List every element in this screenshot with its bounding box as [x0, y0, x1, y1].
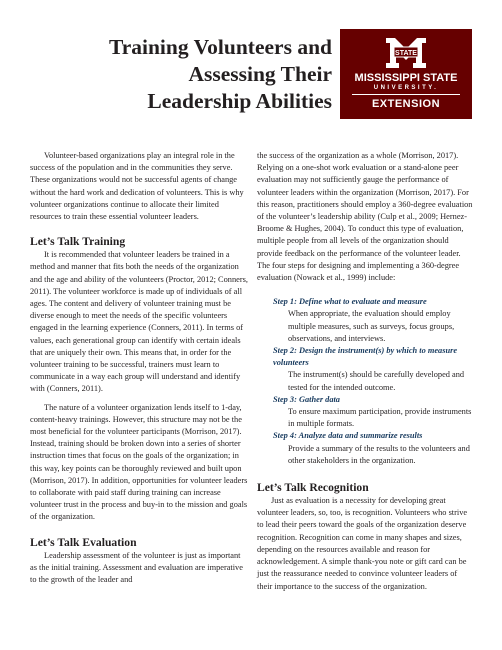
title-line-3: Leadership Abilities — [147, 89, 332, 113]
step-3-body: To ensure maximum participation, provide instruments in multiple formats. — [288, 407, 472, 429]
step-1-body: When appropriate, the evaluation should employ multiple measures, such as surveys, focus groups, observations, and interviews. — [288, 309, 455, 343]
emblem-text: STATE — [395, 50, 417, 57]
step-item — [257, 394, 473, 431]
logo-university-sub: UNIVERSITY. — [373, 85, 439, 91]
document-title — [32, 34, 332, 115]
step-4-body: Provide a summary of the results to the volunteers and other stakeholders in the organization. — [288, 443, 470, 465]
evaluation-heading: Let’s Talk Evaluation — [30, 535, 137, 549]
step-3-title: Step 3: Gather data — [273, 394, 340, 404]
training-heading: Let’s Talk Training — [30, 235, 126, 249]
left-column — [30, 150, 249, 586]
step-2-title: Step 2: Design the instrument(s) by which to measure volunteers — [273, 346, 458, 368]
title-line-1: Training Volunteers and — [108, 35, 332, 59]
step-item — [257, 345, 473, 394]
evaluation-paragraph: Leadership assessment of the volunteer is just as important as the initial training. Assessment and evaluation are imperative to the growth of the leader and — [30, 550, 243, 585]
msu-extension-logo — [340, 29, 472, 119]
recognition-paragraph: Just as evaluation is a necessity for developing great volunteer leaders, so, too, is recognition. Volunteers who strive to lead their peers toward the goals of the organization deserve recognition. Recognition can come in many shapes and sizes, depending on the resources available and reason for acknowledgement. A simple thank-you note or gift card can be just the reassurance needed to convince volunteer leaders of their importance to the success of the organization. — [257, 496, 468, 591]
intro-paragraph: Volunteer-based organizations play an integral role in the success of the population and in the communities they serve. These organizations would not be successful agents of change without the hard work and dedication of volunteers. This is why volunteer organizations continue to allocate their limited resources to train these essential volunteer leaders. — [30, 151, 244, 222]
msu-emblem-icon — [383, 35, 429, 71]
evaluation-continued-paragraph: the success of the organization as a whole (Morrison, 2017). Relying on a one-shot work evaluation or a stand-alone peer evaluation may not sufficiently gauge the performance of volunteer leaders within the organization (Morrison, 2017). For this reason, practitioners should employ a 360-degree evaluation of the volunteer’s leadership ability (Culp et al., 2009; Hernez-Broome & Hughes, 2004). To conduct this type of evaluation, multiple people from all levels of the organization should provide feedback on the performance of the volunteer leader. The four steps for designing and implementing a 360-degree evaluation (Nowack et al., 1999) include: — [257, 151, 473, 283]
logo-extension: EXTENSION — [371, 98, 441, 110]
right-column — [257, 150, 473, 593]
training-paragraph-1: It is recommended that volunteer leaders be trained in a method and manner that fits both the needs of the organization and the age and ability of the volunteers (Proctor, 2012; Conners, 2011). The volunteer workforce is made up of individuals of all ages. The content and delivery of volunteer training must be diverse enough to meet the needs of the specific volunteers engaged in the learning experience (Conners, 2011). In terms of values, each generational group can identify with certain ideals that are uniquely their own. This means that, in order for the volunteer training to be successful, trainers must learn to communicate in a way each group will understand and identify with (Conners, 2011). — [30, 250, 248, 394]
steps-list — [257, 296, 473, 467]
logo-university: MISSISSIPPI STATE — [354, 72, 458, 84]
step-2-body: The instrument(s) should be carefully developed and tested for the intended outcome. — [288, 370, 465, 392]
title-line-2: Assessing Their — [188, 62, 332, 86]
step-1-title: Step 1: Define what to evaluate and measure — [273, 297, 427, 307]
training-paragraph-2: The nature of a volunteer organization lends itself to 1-day, content-heavy trainings. However, this structure may not be the most beneficial for the volunteer participants (Morrison, 2017). Instead, training should be broken down into a series of shorter instruction times that focus on the goals of the organization; in this way, key points can be thoroughly reviewed and built upon (Morrison, 2017). In addition, opportunities for volunteer leaders to collaborate with paid staff during training can increase volunteer trust in the process and buy-in to the mission and goals of the organization. — [30, 402, 248, 522]
step-item — [257, 430, 473, 467]
recognition-heading: Let’s Talk Recognition — [257, 481, 369, 495]
logo-divider — [352, 94, 460, 95]
step-item — [257, 296, 473, 345]
step-4-title: Step 4: Analyze data and summarize results — [273, 431, 423, 441]
